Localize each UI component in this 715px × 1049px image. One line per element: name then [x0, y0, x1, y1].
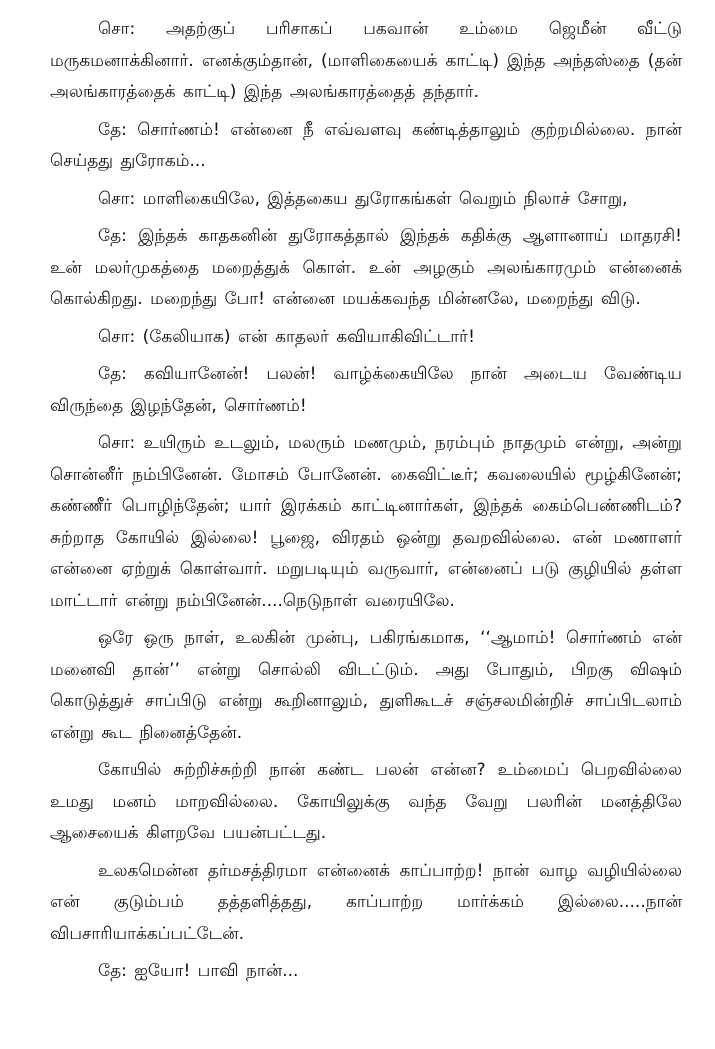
paragraph: சொ: அதற்குப் பரிசாகப் பகவான் உம்மை ஜெமீன் வீட்டு மருகமனாக்கினார். எனக்கும்தான், (மாளிகையைக் காட்டி) இந்த அந்தஸ்தை (தன் அலங்காரத்தைக் காட்டி) இந்த அலங்காரத்தைத் தந்தார்.: [50, 19, 682, 102]
paragraph: சொ: உயிரும் உடலும், மலரும் மணமும், நரம்பும் நாதமும் என்று, அன்று சொன்னீர் நம்பினேன். மோசம் போனேன். கைவிட்டீர்; கவலையில் மூழ்கினேன்; கண்ணீர் பொழிந்தேன்; யார் இரக்கம் காட்டினார்கள், இந்தக் கைம்பெண்ணிடம்? சுற்றாத கோயில் இல்லை! பூஜை, விரதம் ஒன்று தவறவில்லை. என் மணாளர் என்னை ஏற்றுக் கொள்வார். மறுபடியும் வருவார், என்னைப் படு குழியில் தள்ள மாட்டார் என்று நம்பினேன்....நெடுநாள் வரையிலே.: [50, 433, 682, 611]
paragraph: சொ: மாளிகையிலே, இத்தகைய துரோகங்கள் வெறும் நிலாச் சோறு,: [98, 188, 628, 209]
document-page: [50, 14, 682, 988]
paragraph: சொ: (கேலியாக) என் காதலர் கவியாகிவிட்டார்!: [98, 326, 475, 347]
paragraph: தே: இந்தக் காதகனின் துரோகத்தால் இந்தக் கதிக்கு ஆளானாய் மாதரசி! உன் மலர்முகத்தை மறைத்துக் கொள். உன் அழகும் அலங்காரமும் என்னைக் கொல்கிறது. மறைந்து போ! என்னை மயக்கவந்த மின்னலே, மறைந்து விடு.: [50, 226, 682, 309]
paragraph: தே: சொர்ணம்! என்னை நீ எவ்வளவு கண்டித்தாலும் குற்றமில்லை. நான் செய்தது துரோகம்...: [50, 119, 682, 171]
paragraph: தே: கவியானேன்! பலன்! வாழ்க்கையிலே நான் அடைய வேண்டிய விருந்தை இழந்தேன், சொர்ணம்!: [50, 364, 682, 416]
paragraph: தே: ஐயோ! பாவி நான்...: [98, 961, 299, 981]
paragraph: கோயில் சுற்றிச்சுற்றி நான் கண்ட பலன் என்ன? உம்மைப் பெறவில்லை உமது மனம் மாறவில்லை. கோயிலுக்கு வந்த வேறு பலரின் மனத்திலே ஆசையைக் கிளறவே பயன்பட்டது.: [50, 760, 682, 843]
paragraph: உலகமென்ன தர்மசத்திரமா என்னைக் காப்பாற்ற! நான் வாழ வழியில்லை என் குடும்பம் தத்தளித்தது, காப்பாற்ற மார்க்கம் இல்லை.....நான் விபசாரியாக்கப்பட்டேன்.: [50, 860, 682, 944]
paragraph: ஒரே ஒரு நாள், உலகின் முன்பு, பகிரங்கமாக, ‘‘ஆமாம்! சொர்ணம் என் மனைவி தான்’’ என்று சொல்லி விடட்டும். அது போதும், பிறகு விஷம் கொடுத்துச் சாப்பிடு என்று கூறினாலும், துளிகூடச் சஞ்சலமின்றிச் சாப்பிடலாம் என்று கூட நினைத்தேன்.: [50, 628, 682, 743]
